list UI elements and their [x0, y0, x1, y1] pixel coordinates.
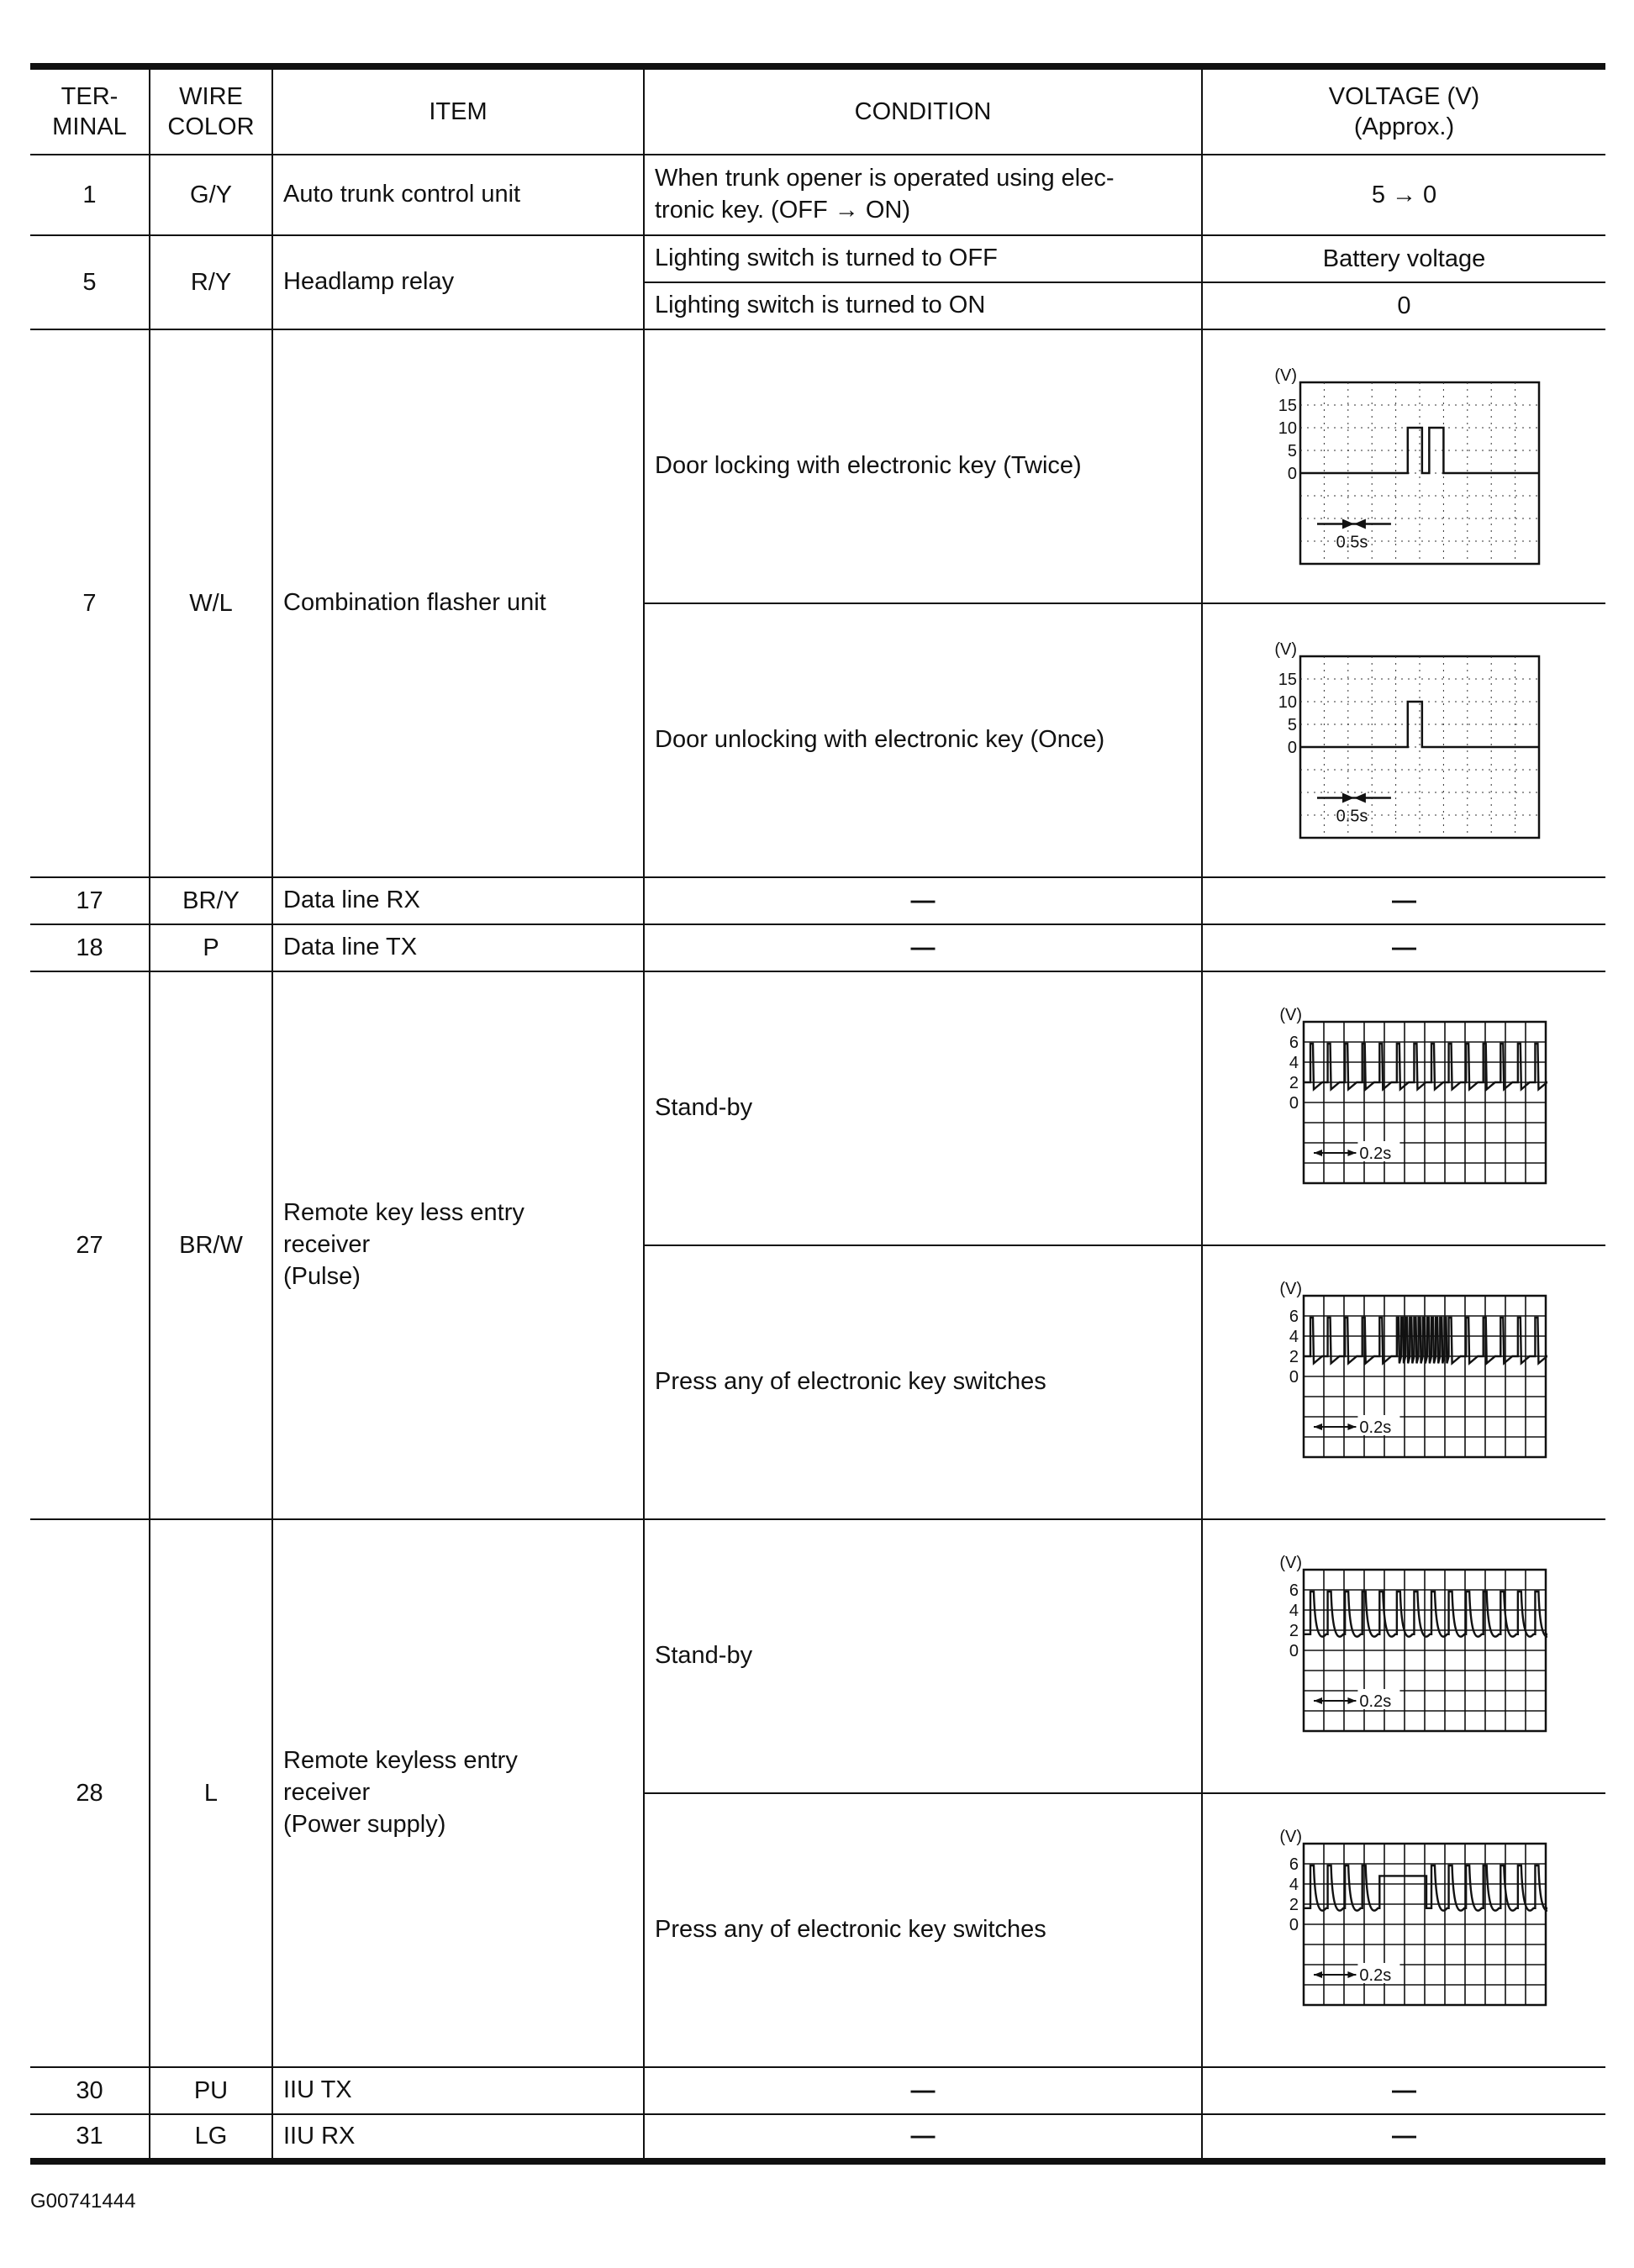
tick-label: 15: [1278, 671, 1297, 689]
tick-label: 4: [1289, 1328, 1299, 1346]
time-scale-label: 0.2s: [1358, 1418, 1391, 1437]
item-cell: Remote key less entry receiver (Pulse): [272, 971, 644, 1519]
voltage-waveform-cell: [1202, 971, 1605, 1245]
terminal-cell: 31: [30, 2114, 150, 2161]
time-arrow-left: [1353, 518, 1365, 529]
wire-color-cell: W/L: [150, 329, 272, 877]
item-cell: IIU TX: [272, 2067, 644, 2114]
waveform-flasher-twice: [1262, 366, 1547, 567]
table-row: [30, 2114, 1605, 2161]
terminal-cell: 18: [30, 924, 150, 971]
time-arrow-left: [1314, 1150, 1322, 1156]
tick-label: 0: [1289, 1916, 1299, 1934]
unit-label: (V): [1278, 1554, 1302, 1572]
tick-label: 0: [1287, 739, 1297, 757]
tick-label: 6: [1289, 1034, 1299, 1052]
voltage-waveform-cell: [1202, 1245, 1605, 1519]
time-arrow-left: [1314, 1423, 1322, 1430]
table-row: [30, 235, 1605, 282]
unit-label: (V): [1278, 1280, 1302, 1298]
condition-cell: Lighting switch is turned to ON: [644, 282, 1202, 329]
time-scale-label: 0.2s: [1358, 1966, 1391, 1985]
waveform-flasher-once: [1262, 639, 1547, 841]
item-cell: Data line RX: [272, 877, 644, 924]
wire-color-cell: R/Y: [150, 235, 272, 329]
unit-label: (V): [1278, 1006, 1302, 1024]
tick-label: 4: [1289, 1602, 1299, 1620]
unit-label: (V): [1273, 366, 1297, 385]
time-arrow-left: [1314, 1971, 1322, 1978]
tick-label: 0: [1289, 1642, 1299, 1660]
terminal-spec-table: [30, 63, 1605, 2165]
tick-label: 0: [1287, 465, 1297, 483]
time-arrow-right: [1347, 1150, 1356, 1156]
condition-cell: Press any of electronic key switches: [644, 1793, 1202, 2067]
condition-cell: —: [644, 877, 1202, 924]
terminal-cell: 1: [30, 155, 150, 235]
tick-label: 5: [1287, 716, 1297, 734]
time-arrow-right: [1347, 1697, 1356, 1704]
wire-color-cell: G/Y: [150, 155, 272, 235]
time-scale-label: 0.5s: [1336, 533, 1368, 552]
condition-cell: Door unlocking with electronic key (Once): [644, 603, 1202, 877]
wire-color-cell: L: [150, 1519, 272, 2067]
condition-cell: Stand-by: [644, 1519, 1202, 1793]
voltage-cell: —: [1202, 2114, 1605, 2161]
tick-label: 2: [1289, 1896, 1299, 1914]
waveform-power-standby: [1262, 1551, 1547, 1761]
item-cell: IIU RX: [272, 2114, 644, 2161]
tick-label: 10: [1278, 419, 1297, 438]
tick-label: 5: [1287, 442, 1297, 460]
tick-label: 6: [1289, 1855, 1299, 1874]
terminal-cell: 28: [30, 1519, 150, 2067]
wire-color-cell: BR/Y: [150, 877, 272, 924]
tick-label: 6: [1289, 1308, 1299, 1326]
header-row: [30, 66, 1605, 155]
time-arrow-right: [1347, 1971, 1356, 1978]
table-row: [30, 971, 1605, 1245]
condition-cell: —: [644, 2114, 1202, 2161]
voltage-cell: Battery voltage: [1202, 235, 1605, 282]
condition-cell: Press any of electronic key switches: [644, 1245, 1202, 1519]
table-row: [30, 329, 1605, 603]
time-arrow-left: [1353, 792, 1365, 802]
tick-label: 10: [1278, 693, 1297, 712]
wire-color-cell: PU: [150, 2067, 272, 2114]
time-arrow-right: [1342, 518, 1354, 529]
condition-cell: Door locking with electronic key (Twice): [644, 329, 1202, 603]
tick-label: 0: [1289, 1094, 1299, 1113]
condition-cell: When trunk opener is operated using elec- tronic key. (OFF → ON): [644, 155, 1202, 235]
condition-cell: —: [644, 2067, 1202, 2114]
terminal-cell: 17: [30, 877, 150, 924]
tick-label: 15: [1278, 397, 1297, 415]
terminal-cell: 7: [30, 329, 150, 877]
voltage-cell: 5 → 0: [1202, 155, 1605, 235]
voltage-cell: —: [1202, 924, 1605, 971]
time-scale-label: 0.2s: [1358, 1692, 1391, 1711]
header-item: ITEM: [272, 66, 644, 155]
waveform-power-press: [1262, 1825, 1547, 2035]
time-scale-label: 0.2s: [1358, 1145, 1391, 1163]
wire-color-cell: P: [150, 924, 272, 971]
tick-label: 4: [1289, 1876, 1299, 1894]
table-row: [30, 155, 1605, 235]
unit-label: (V): [1278, 1828, 1302, 1846]
condition-cell: Stand-by: [644, 971, 1202, 1245]
tick-label: 2: [1289, 1074, 1299, 1092]
item-cell: Data line TX: [272, 924, 644, 971]
table-row: [30, 877, 1605, 924]
voltage-cell: 0: [1202, 282, 1605, 329]
tick-label: 0: [1289, 1368, 1299, 1387]
figure-code: G00741444: [30, 2190, 136, 2213]
tick-label: 4: [1289, 1054, 1299, 1072]
header-terminal: TER- MINAL: [30, 66, 150, 155]
unit-label: (V): [1273, 640, 1297, 659]
time-arrow-right: [1347, 1423, 1356, 1430]
terminal-cell: 27: [30, 971, 150, 1519]
tick-label: 2: [1289, 1622, 1299, 1640]
table-row: [30, 924, 1605, 971]
tick-label: 2: [1289, 1348, 1299, 1366]
item-cell: Remote keyless entry receiver (Power supply): [272, 1519, 644, 2067]
waveform-pulse-standby: [1262, 1003, 1547, 1213]
waveform-pulse-press: [1262, 1277, 1547, 1487]
item-cell: Auto trunk control unit: [272, 155, 644, 235]
voltage-waveform-cell: [1202, 1793, 1605, 2067]
voltage-cell: —: [1202, 877, 1605, 924]
time-scale-label: 0.5s: [1336, 807, 1368, 826]
condition-cell: Lighting switch is turned to OFF: [644, 235, 1202, 282]
terminal-cell: 5: [30, 235, 150, 329]
voltage-waveform-cell: [1202, 603, 1605, 877]
header-condition: CONDITION: [644, 66, 1202, 155]
table-row: [30, 1519, 1605, 1793]
wire-color-cell: LG: [150, 2114, 272, 2161]
header-voltage: VOLTAGE (V) (Approx.): [1202, 66, 1605, 155]
time-arrow-left: [1314, 1697, 1322, 1704]
table-row: [30, 2067, 1605, 2114]
condition-cell: —: [644, 924, 1202, 971]
voltage-waveform-cell: [1202, 329, 1605, 603]
header-wire-color: WIRE COLOR: [150, 66, 272, 155]
terminal-cell: 30: [30, 2067, 150, 2114]
item-cell: Headlamp relay: [272, 235, 644, 329]
wire-color-cell: BR/W: [150, 971, 272, 1519]
tick-label: 6: [1289, 1581, 1299, 1600]
voltage-waveform-cell: [1202, 1519, 1605, 1793]
item-cell: Combination flasher unit: [272, 329, 644, 877]
time-arrow-right: [1342, 792, 1354, 802]
voltage-cell: —: [1202, 2067, 1605, 2114]
